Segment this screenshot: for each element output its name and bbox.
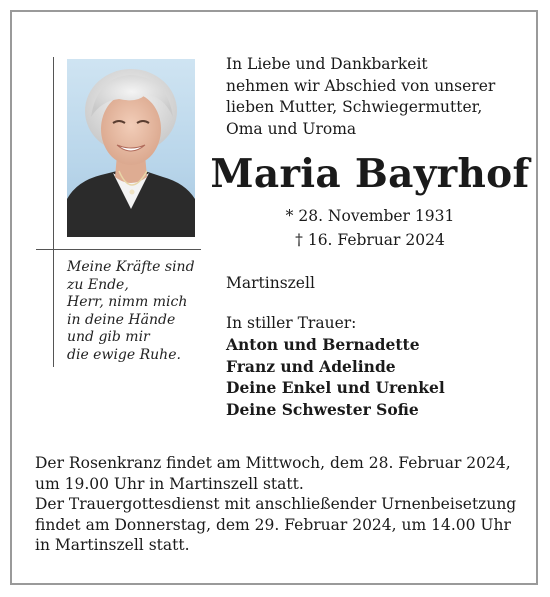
intro-line: Oma und Uroma [226, 119, 357, 138]
intro-line: lieben Mutter, Schwiegermutter, [226, 98, 483, 116]
service-line: findet am Donnerstag, dem 29. Februar 2024, um 14.00 Uhr [35, 515, 511, 534]
poem-line: die ewige Ruhe. [67, 346, 181, 363]
service-line: um 19.00 Uhr in Martinszell statt. [35, 474, 304, 493]
poem-quote [67, 259, 207, 364]
mourners-list [226, 334, 445, 420]
life-dates [200, 205, 540, 252]
portrait-photo [67, 59, 195, 237]
horizontal-divider [36, 249, 201, 250]
mourner-entry: Franz und Adelinde [226, 356, 396, 376]
intro-line: In Liebe und Dankbarkeit [226, 55, 428, 73]
service-line: in Martinszell statt. [35, 536, 190, 554]
residence-place: Martinszell [226, 274, 315, 292]
poem-line: zu Ende, [67, 276, 129, 293]
poem-line: in deine Hände [67, 311, 176, 328]
death-date: † 16. Februar 2024 [295, 230, 445, 249]
mourning-label: In stiller Trauer: [226, 314, 357, 332]
poem-line: und gib mir [67, 329, 150, 345]
poem-line: Meine Kräfte sind [67, 259, 195, 275]
service-info [35, 453, 535, 556]
mourner-entry: Deine Enkel und Urenkel [226, 378, 445, 397]
intro-line: nehmen wir Abschied von unserer [226, 76, 496, 95]
intro-text [226, 54, 526, 140]
poem-line: Herr, nimm mich [67, 294, 188, 310]
mourner-entry: Deine Schwester Sofie [226, 399, 419, 419]
birth-date: * 28. November 1931 [285, 207, 455, 225]
deceased-name: Maria Bayrhof [210, 151, 530, 197]
portrait-illustration [67, 59, 195, 237]
vertical-divider [53, 57, 54, 367]
mourner-entry: Anton und Bernadette [226, 335, 420, 354]
service-line: Der Trauergottesdienst mit anschließender Urnenbeisetzung [35, 495, 517, 513]
service-line: Der Rosenkranz findet am Mittwoch, dem 28. Februar 2024, [35, 454, 511, 472]
